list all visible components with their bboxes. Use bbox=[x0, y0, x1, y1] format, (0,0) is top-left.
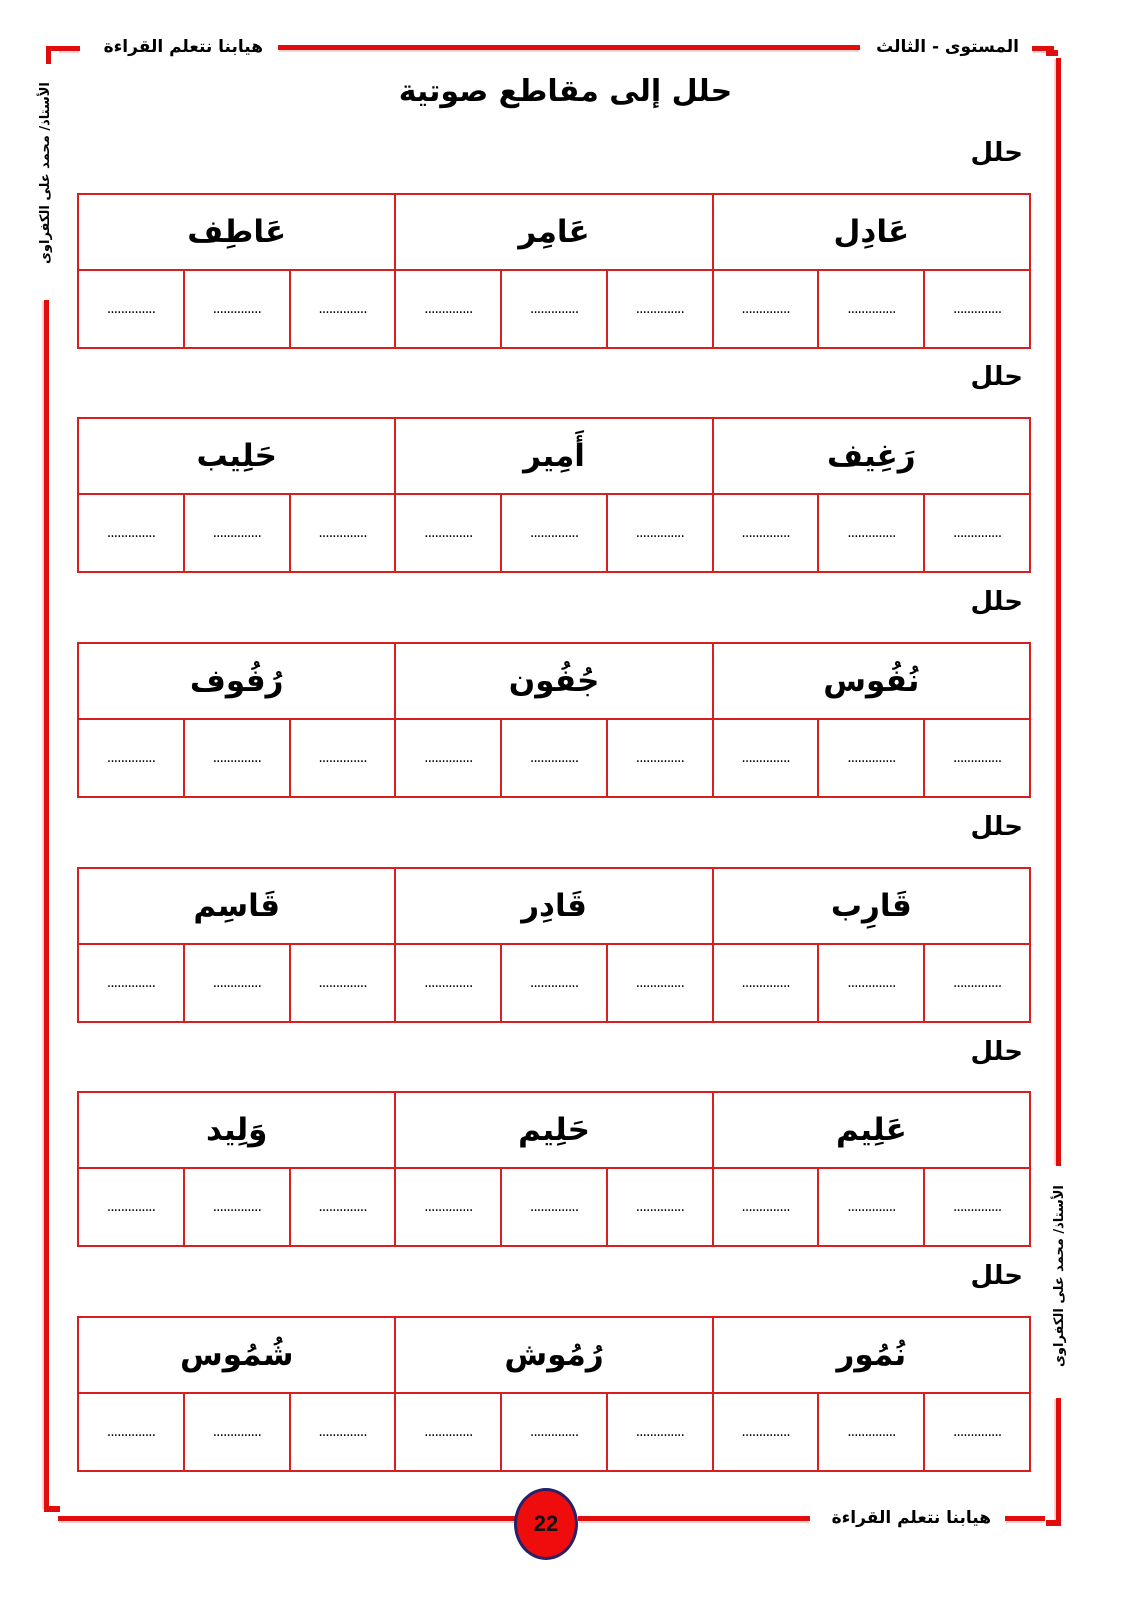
syllable-blank[interactable]: .............. bbox=[184, 494, 290, 572]
word-row bbox=[78, 194, 1030, 270]
syllable-blank[interactable]: .............. bbox=[713, 270, 819, 348]
footer-series-title: هيابنا نتعلم القراءة bbox=[831, 1508, 991, 1528]
exercise-label: حلل bbox=[970, 362, 1023, 392]
syllable-blank[interactable]: .............. bbox=[395, 719, 501, 797]
word-cell: قَارِب bbox=[713, 868, 1030, 944]
frame-top-line bbox=[278, 45, 860, 50]
header-level: المستوى - الثالث bbox=[876, 37, 1019, 57]
syllable-blank[interactable]: .............. bbox=[501, 944, 607, 1022]
answer-row bbox=[78, 1168, 1030, 1246]
word-cell: قَاسِم bbox=[78, 868, 395, 944]
syllable-blank[interactable]: .............. bbox=[395, 944, 501, 1022]
word-cell: رُمُوش bbox=[395, 1317, 712, 1393]
exercise-label: حلل bbox=[970, 1261, 1023, 1291]
word-row bbox=[78, 1317, 1030, 1393]
syllable-blank[interactable]: .............. bbox=[395, 1393, 501, 1471]
syllable-blank[interactable]: .............. bbox=[501, 719, 607, 797]
syllable-blank[interactable]: .............. bbox=[290, 944, 396, 1022]
word-cell: نُفُوس bbox=[713, 643, 1030, 719]
word-cell: حَلِيم bbox=[395, 1092, 712, 1168]
syllable-blank[interactable]: .............. bbox=[501, 1168, 607, 1246]
syllable-blank[interactable]: .............. bbox=[290, 270, 396, 348]
syllable-blank[interactable]: .............. bbox=[924, 1168, 1030, 1246]
syllable-blank[interactable]: .............. bbox=[818, 719, 924, 797]
syllable-blank[interactable]: .............. bbox=[607, 1393, 713, 1471]
syllable-blank[interactable]: .............. bbox=[818, 944, 924, 1022]
page-title: حلل إلى مقاطع صوتية bbox=[398, 74, 733, 109]
syllable-blank[interactable]: .............. bbox=[924, 1393, 1030, 1471]
syllable-blank[interactable]: .............. bbox=[818, 1393, 924, 1471]
word-row bbox=[78, 418, 1030, 494]
syllable-blank[interactable]: .............. bbox=[395, 270, 501, 348]
syllable-table bbox=[77, 1316, 1031, 1472]
syllable-blank[interactable]: .............. bbox=[78, 494, 184, 572]
syllable-blank[interactable]: .............. bbox=[924, 719, 1030, 797]
syllable-blank[interactable]: .............. bbox=[290, 1168, 396, 1246]
syllable-blank[interactable]: .............. bbox=[607, 494, 713, 572]
answer-row bbox=[78, 944, 1030, 1022]
header-series-title: هيابنا نتعلم القراءة bbox=[103, 37, 263, 57]
syllable-table bbox=[77, 193, 1031, 349]
answer-row bbox=[78, 1393, 1030, 1471]
syllable-blank[interactable]: .............. bbox=[184, 1168, 290, 1246]
exercise-label: حلل bbox=[970, 587, 1023, 617]
syllable-blank[interactable]: .............. bbox=[78, 944, 184, 1022]
syllable-blank[interactable]: .............. bbox=[290, 719, 396, 797]
syllable-blank[interactable]: .............. bbox=[713, 494, 819, 572]
syllable-blank[interactable]: .............. bbox=[924, 944, 1030, 1022]
frame-bottom-line-left bbox=[58, 1516, 516, 1521]
frame-corner-bottom-right bbox=[1046, 1520, 1061, 1526]
word-cell: رُفُوف bbox=[78, 643, 395, 719]
syllable-blank[interactable]: .............. bbox=[818, 270, 924, 348]
word-row bbox=[78, 643, 1030, 719]
word-cell: شُمُوس bbox=[78, 1317, 395, 1393]
exercise-label: حلل bbox=[970, 138, 1023, 168]
word-cell: عَادِل bbox=[713, 194, 1030, 270]
syllable-blank[interactable]: .............. bbox=[78, 1168, 184, 1246]
syllable-blank[interactable]: .............. bbox=[713, 719, 819, 797]
syllable-blank[interactable]: .............. bbox=[818, 1168, 924, 1246]
syllable-blank[interactable]: .............. bbox=[713, 1168, 819, 1246]
syllable-table bbox=[77, 867, 1031, 1023]
frame-corner-top-right bbox=[1046, 50, 1058, 56]
syllable-blank[interactable]: .............. bbox=[501, 494, 607, 572]
frame-corner-bottom-left bbox=[44, 1506, 60, 1512]
word-cell: عَلِيم bbox=[713, 1092, 1030, 1168]
word-cell: وَلِيد bbox=[78, 1092, 395, 1168]
syllable-blank[interactable]: .............. bbox=[395, 1168, 501, 1246]
exercise-label: حلل bbox=[970, 812, 1023, 842]
syllable-blank[interactable]: .............. bbox=[78, 1393, 184, 1471]
syllable-blank[interactable]: .............. bbox=[713, 1393, 819, 1471]
syllable-blank[interactable]: .............. bbox=[184, 1393, 290, 1471]
word-cell: عَاطِف bbox=[78, 194, 395, 270]
syllable-blank[interactable]: .............. bbox=[501, 1393, 607, 1471]
syllable-blank[interactable]: .............. bbox=[924, 270, 1030, 348]
frame-left-line bbox=[44, 300, 49, 1510]
syllable-table bbox=[77, 417, 1031, 573]
word-cell: نُمُور bbox=[713, 1317, 1030, 1393]
syllable-blank[interactable]: .............. bbox=[924, 494, 1030, 572]
syllable-blank[interactable]: .............. bbox=[501, 270, 607, 348]
syllable-table bbox=[77, 642, 1031, 798]
frame-top-left-segment bbox=[58, 46, 80, 51]
syllable-table bbox=[77, 1091, 1031, 1247]
word-cell: أَمِير bbox=[395, 418, 712, 494]
frame-bottom-line-right bbox=[1005, 1516, 1045, 1521]
syllable-blank[interactable]: .............. bbox=[713, 944, 819, 1022]
frame-bottom-line-middle bbox=[578, 1516, 810, 1521]
frame-right-line-upper bbox=[1056, 58, 1061, 1166]
syllable-blank[interactable]: .............. bbox=[607, 270, 713, 348]
syllable-blank[interactable]: .............. bbox=[607, 1168, 713, 1246]
word-cell: حَلِيب bbox=[78, 418, 395, 494]
syllable-blank[interactable]: .............. bbox=[607, 944, 713, 1022]
syllable-blank[interactable]: .............. bbox=[290, 494, 396, 572]
syllable-blank[interactable]: .............. bbox=[818, 494, 924, 572]
syllable-blank[interactable]: .............. bbox=[607, 719, 713, 797]
word-cell: عَامِر bbox=[395, 194, 712, 270]
syllable-blank[interactable]: .............. bbox=[184, 719, 290, 797]
word-cell: جُفُون bbox=[395, 643, 712, 719]
side-credit-left: الأستاذ/ محمد على الكفراوى bbox=[38, 82, 53, 264]
exercise-label: حلل bbox=[970, 1037, 1023, 1067]
word-cell: قَادِر bbox=[395, 868, 712, 944]
syllable-blank[interactable]: .............. bbox=[395, 494, 501, 572]
syllable-blank[interactable]: .............. bbox=[290, 1393, 396, 1471]
word-row bbox=[78, 868, 1030, 944]
side-credit-right: الأستاذ/ محمد على الكفراوى bbox=[1052, 1185, 1067, 1367]
answer-row bbox=[78, 494, 1030, 572]
answer-row bbox=[78, 270, 1030, 348]
syllable-blank[interactable]: .............. bbox=[184, 944, 290, 1022]
syllable-blank[interactable]: .............. bbox=[184, 270, 290, 348]
answer-row bbox=[78, 719, 1030, 797]
syllable-blank[interactable]: .............. bbox=[78, 719, 184, 797]
word-row bbox=[78, 1092, 1030, 1168]
word-cell: رَغِيف bbox=[713, 418, 1030, 494]
frame-right-line-lower bbox=[1056, 1398, 1061, 1524]
page-number-badge: 22 bbox=[514, 1488, 578, 1560]
syllable-blank[interactable]: .............. bbox=[78, 270, 184, 348]
